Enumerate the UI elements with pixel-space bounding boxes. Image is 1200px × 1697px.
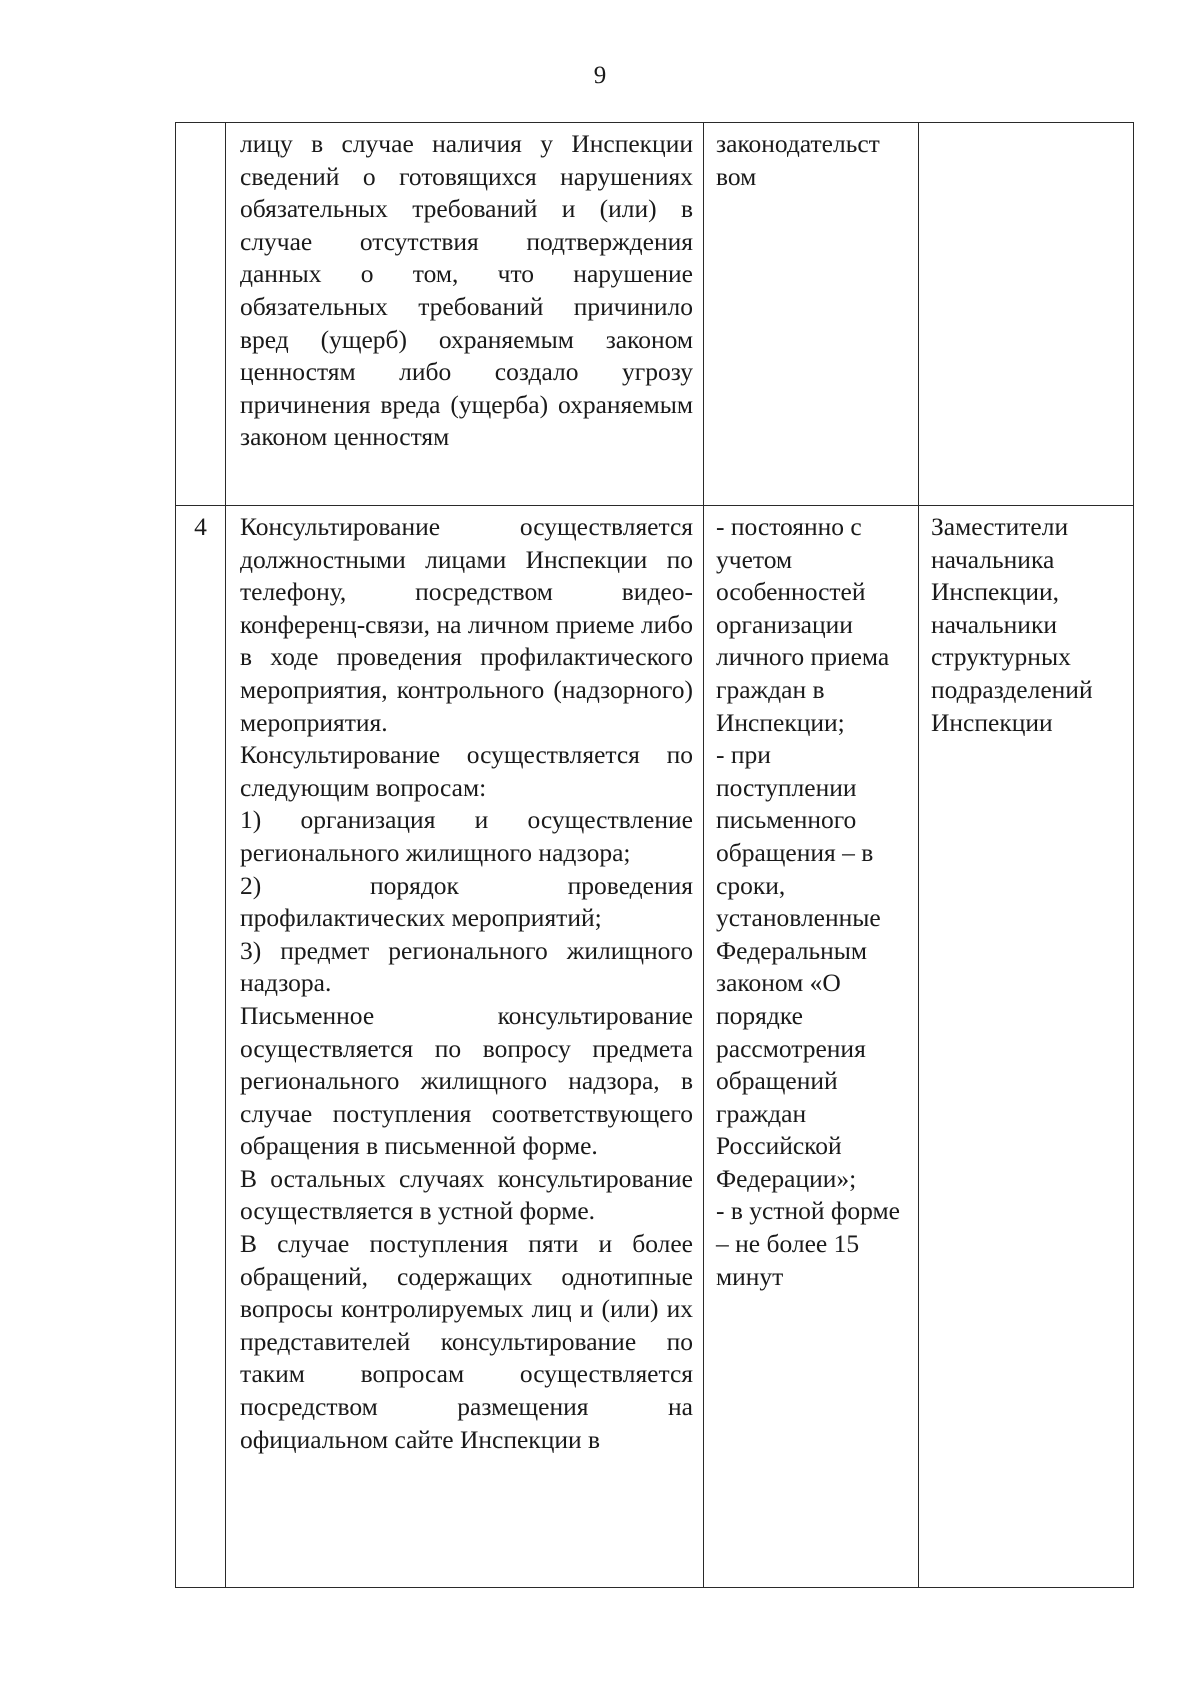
description-cell xyxy=(226,506,704,1588)
description-paragraph: 1) организация и осуществление регионального жилищного надзора; xyxy=(240,805,693,867)
description-text: лицу в случае наличия у Инспекции сведений о готовящихся нарушениях обязательных требований и (или) в случае отсутствия подтверждения данных о том, что нарушение обязательных требований причинило вред (ущерб) охраняемым законом ценностям либо создало угрозу причинения вреда (ущерба) охраняемым законом ценностям xyxy=(240,129,693,452)
description-paragraph: В случае поступления пяти и более обращений, содержащих однотипные вопросы контролируемых лиц и (или) их представителей консультирование по таким вопросам осуществляется посредством размещения на официальном сайте Инспекции в xyxy=(240,1229,693,1454)
description-paragraph: Письменное консультирование осуществляется по вопросу предмета регионального жилищного надзора, в случае поступления соответствующего обращения в письменной форме. xyxy=(240,1000,693,1161)
description-paragraph: 3) предмет регионального жилищного надзора. xyxy=(240,935,693,998)
responsible-cell xyxy=(919,506,1134,1588)
term-text: законодательст вом xyxy=(716,129,880,191)
description-paragraph: Консультирование осуществляется по следующим вопросам: xyxy=(240,740,693,802)
responsible-cell xyxy=(919,123,1134,506)
table-row xyxy=(176,506,1134,1588)
term-line: - постоянно с учетом особенностей организации личного приема граждан в Инспекции; xyxy=(716,512,890,737)
term-cell xyxy=(704,506,919,1588)
term-line: - при поступлении письменного обращения – в сроки, установленные Федеральным законом «О порядке рассмотрения обращений граждан Российской Федерации»; xyxy=(716,740,881,1193)
description-paragraph: Консультирование осуществляется должностными лицами Инспекции по телефону, посредством видео-конференц-связи, на личном приеме либо в ходе проведения профилактического мероприятия, контрольного (надзорного) мероприятия. xyxy=(240,512,693,737)
description-cell xyxy=(226,123,704,506)
term-cell xyxy=(704,123,919,506)
row-number-cell: 4 xyxy=(176,506,226,1588)
term-line: - в устной форме – не более 15 минут xyxy=(716,1196,901,1291)
description-paragraph: В остальных случаях консультирование осуществляется в устной форме. xyxy=(240,1163,693,1226)
row-number-cell xyxy=(176,123,226,506)
table-row xyxy=(176,123,1134,506)
description-paragraph: 2) порядок проведения профилактических мероприятий; xyxy=(240,870,693,933)
responsible-text: Заместители начальника Инспекции, начальники структурных подразделений Инспекции xyxy=(931,512,1093,737)
page-number: 9 xyxy=(593,62,607,89)
measures-table xyxy=(175,122,1134,1588)
